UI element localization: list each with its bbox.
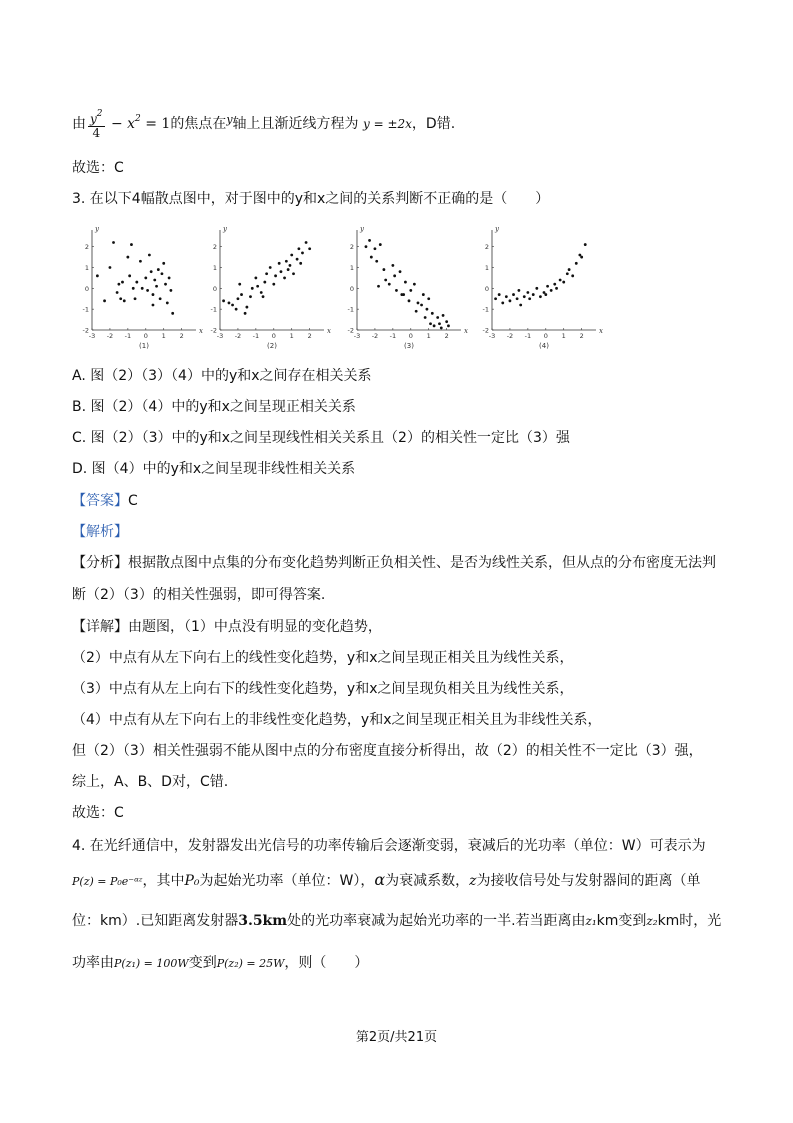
scatter-point [519, 304, 522, 307]
z-symbol: z [469, 873, 477, 889]
x-tick-label: -3 [216, 332, 224, 340]
fraction [88, 108, 105, 140]
scatter-point [262, 295, 265, 298]
y-tick-label: 2 [212, 243, 217, 252]
scatter-point [278, 262, 281, 265]
x-tick-label: -1 [252, 332, 260, 340]
scatter-point [123, 299, 126, 302]
x-axis-label: x [599, 327, 603, 335]
q4-text-4a: 功率由 [72, 955, 114, 971]
scatter-plot-3 [341, 222, 469, 352]
y-tick-label: -1 [347, 305, 354, 314]
q4-line-2 [72, 870, 701, 892]
scatter-point [296, 258, 299, 261]
distance-value: 3.5km [238, 913, 288, 929]
pz1-formula: P(z₁) = 100W [114, 957, 189, 970]
answer-prev: 故选：C [72, 160, 124, 176]
x-tick-label: -1 [389, 332, 397, 340]
scatter-point [251, 287, 254, 290]
scatter-point [299, 262, 302, 265]
y-tick-label: 0 [349, 284, 354, 293]
x-tick-label: -1 [124, 332, 132, 340]
scatter-point [494, 297, 497, 300]
scatter-point [379, 243, 382, 246]
y-tick-label: -1 [482, 305, 489, 314]
scatter-point [256, 285, 259, 288]
scatter-point [157, 268, 160, 271]
scatter-point [562, 281, 565, 284]
scatter-point [445, 320, 448, 323]
x-tick-label: -3 [353, 332, 361, 340]
scatter-point [283, 277, 286, 280]
q4-text-4b: 变到 [188, 955, 217, 971]
xiangjie-line-2: （2）中点有从左下向右上的线性变化趋势，y和x之间呈现正相关且为线性关系， [72, 650, 574, 666]
y-tick-label: -2 [482, 326, 489, 335]
alpha-symbol: α [374, 870, 386, 889]
scatter-point [135, 281, 138, 284]
scatter-point [384, 279, 387, 282]
fenxi-label: 【分析】 [72, 555, 128, 571]
fenxi-line-1 [72, 553, 716, 573]
y-axis-label: y [95, 225, 99, 233]
scatter-point [553, 283, 556, 286]
scatter-point [517, 289, 520, 292]
scatter-point [128, 274, 131, 277]
scatter-point [168, 277, 171, 280]
scatter-point [424, 316, 427, 319]
scatter-point [238, 283, 241, 286]
scatter-point [571, 274, 574, 277]
x-tick-label: 1 [289, 332, 294, 340]
q3-stem: 3. 在以下4幅散点图中，对于图中的y和x之间的关系判断不正确的是（ ） [72, 191, 550, 207]
option-c: C. 图（2）（3）中的y和x之间呈现线性相关关系且（2）的相关性一定比（3）强 [72, 430, 570, 446]
scatter-point [426, 308, 429, 311]
scatter-point [237, 297, 240, 300]
scatter-point [254, 277, 257, 280]
q4-text-2a: ，其中 [142, 873, 185, 889]
x-tick-label: 0 [543, 332, 548, 340]
scatter-point [96, 274, 99, 277]
y-axis-label: y [223, 225, 227, 233]
scatter-point [301, 252, 304, 255]
scatter-point [285, 260, 288, 263]
y-tick-label: 1 [484, 264, 489, 272]
scatter-point [436, 316, 439, 319]
text-mid: 的焦点在 [170, 116, 227, 132]
scatter-point [528, 297, 531, 300]
scatter-point [429, 322, 432, 325]
xiangjie-line-1 [72, 617, 382, 637]
scatter-point [126, 256, 129, 259]
scatter-point [447, 324, 450, 327]
scatter-point [568, 268, 571, 271]
scatter-point [249, 295, 252, 298]
y-tick-label: -2 [347, 326, 354, 335]
scatter-point [109, 266, 112, 269]
scatter-point [112, 241, 115, 244]
scatter-point [121, 281, 124, 284]
scatter-point [240, 293, 243, 296]
scatter-point [382, 268, 385, 271]
analysis-label: 【解析】 [72, 524, 128, 540]
y-axis-label: y [360, 225, 364, 233]
scatter-point [580, 256, 583, 259]
x-tick-label: -2 [106, 332, 114, 340]
scatter-point [146, 289, 149, 292]
q4-text-2b: 为起始光功率（单位：W）， [199, 873, 375, 889]
y-tick-label: -1 [82, 305, 89, 314]
scatter-point [222, 299, 225, 302]
scatter-point [103, 299, 106, 302]
option-d: D. 图（4）中的y和x之间呈现非线性相关关系 [72, 461, 356, 477]
x-tick-label: 1 [561, 332, 566, 340]
x-tick-label: -1 [524, 332, 532, 340]
x-axis-label: x [199, 327, 203, 335]
scatter-point [244, 312, 247, 315]
scatter-point [516, 297, 519, 300]
x-tick-label: -3 [488, 332, 496, 340]
scatter-point [442, 314, 445, 317]
scatter-point [422, 293, 425, 296]
scatter-point [141, 287, 144, 290]
scatter-point [231, 304, 234, 307]
scatter-point [245, 306, 248, 309]
scatter-point [415, 310, 418, 313]
scatter-point [117, 283, 120, 286]
x-tick-label: -2 [234, 332, 242, 340]
scatter-point [544, 293, 547, 296]
scatter-point [550, 289, 553, 292]
scatter-point [420, 304, 423, 307]
q4-text-3b: 处的光功率衰减为起始光功率的一半.若当距离由 [287, 913, 586, 929]
x-axis-label: x [464, 327, 468, 335]
scatter-point [169, 289, 172, 292]
minus-term: − x [106, 116, 136, 132]
scatter-point [409, 289, 412, 292]
scatter-point [505, 295, 508, 298]
frac-num-sup: 2 [96, 109, 103, 119]
scatter-point [116, 291, 119, 294]
q4-line-3 [72, 911, 721, 931]
line-hyperbola [72, 108, 455, 140]
y-var: y [226, 113, 233, 126]
y-tick-label: 1 [212, 264, 217, 272]
scatter-point [532, 293, 535, 296]
scatter-point [260, 291, 263, 294]
text-post: ，D错. [411, 116, 456, 132]
q4-line-1: 4. 在光纤通信中，发射器发出光信号的功率传输后会逐渐变弱，衰减后的光功率（单位：W）可表示为 [72, 838, 706, 854]
x-tick-label: -2 [371, 332, 379, 340]
p0-symbol: P₀ [184, 873, 200, 889]
scatter-plot-2 [204, 222, 332, 352]
scatter-point [584, 243, 587, 246]
minus-sup: 2 [135, 114, 141, 124]
y-tick-label: 0 [84, 284, 89, 293]
asymptote-formula: y = ±2x [363, 117, 412, 131]
x-axis-label: x [327, 327, 331, 335]
x-tick-label: 0 [143, 332, 148, 340]
q4-text-2d: 为接收信号处与发射器间的距离（单 [476, 873, 701, 889]
scatter-point [274, 274, 277, 277]
y-tick-label: 0 [212, 284, 217, 293]
scatter-point [539, 295, 542, 298]
answer-label: 【答案】 [72, 493, 128, 509]
scatter-point [438, 322, 441, 325]
scatter-point [375, 260, 378, 263]
y-tick-label: 1 [84, 264, 89, 272]
scatter-point [575, 262, 578, 265]
scatter-point [134, 297, 137, 300]
scatter-point [388, 283, 391, 286]
scatter-point [139, 260, 142, 263]
x-tick-label: 2 [579, 332, 584, 340]
scatter-point [566, 272, 569, 275]
scatter-point [399, 270, 402, 273]
scatter-point [289, 264, 292, 267]
scatter-point [297, 247, 300, 250]
frac-num: y [90, 112, 97, 126]
scatter-point [290, 254, 293, 257]
scatter-plot-4 [476, 222, 604, 352]
scatter-point [287, 268, 290, 271]
q4-text-3d: km时，光 [657, 913, 722, 929]
scatter-point [535, 287, 538, 290]
q4-line-4 [72, 953, 368, 974]
scatter-point [370, 256, 373, 259]
y-tick-label: 0 [484, 284, 489, 293]
x-tick-label: 2 [307, 332, 312, 340]
option-a: A. 图（2）（3）（4）中的y和x之间存在相关关系 [72, 368, 372, 384]
answer-value: C [128, 493, 138, 509]
xiangjie-line-4: （4）中点有从左下向右上的非线性变化趋势，y和x之间呈现正相关且为非线性关系， [72, 712, 602, 728]
page-footer: 第2页/共21页 [355, 1030, 438, 1045]
scatter-point [526, 291, 529, 294]
scatter-point [263, 281, 266, 284]
q4-text-3c: km变到 [596, 913, 647, 929]
scatter-point [265, 272, 268, 275]
equals-one: = 1 [140, 116, 171, 132]
scatter-point [164, 283, 167, 286]
scatter-point [308, 247, 311, 250]
y-tick-label: -2 [82, 326, 89, 335]
q4-text-4c: ，则（ ） [284, 955, 369, 971]
scatter-point [509, 299, 512, 302]
subplot-title: (1) [139, 342, 149, 350]
scatter-point [171, 312, 174, 315]
frac-den: 4 [92, 126, 101, 140]
scatter-point [132, 287, 135, 290]
scatter-point [427, 297, 430, 300]
scatter-point [501, 302, 504, 305]
power-formula: P(z) = P₀e⁻ᵅᶻ [72, 875, 143, 888]
scatter-point [159, 297, 162, 300]
scatter-point [144, 277, 147, 280]
scatter-point [228, 302, 231, 305]
option-b: B. 图（2）（4）中的y和x之间呈现正相关关系 [72, 399, 356, 415]
q4-text-3a: 位：km）.已知距离发射器 [72, 913, 239, 929]
z2-symbol: z₂ [646, 914, 658, 928]
scatter-point [305, 241, 308, 244]
scatter-plot-1 [76, 222, 204, 352]
xiangjie-line-5: 但（2）（3）相关性强弱不能从图中点的分布密度直接分析得出，故（2）的相关性不一定比（3）强， [72, 743, 703, 759]
x-tick-label: -3 [88, 332, 96, 340]
scatter-point [512, 293, 515, 296]
scatter-point [161, 272, 164, 275]
scatter-point [377, 285, 380, 288]
subplot-title: (3) [404, 342, 414, 350]
scatter-point [417, 302, 420, 305]
scatter-point [130, 243, 133, 246]
scatter-point [162, 262, 165, 265]
scatter-point [155, 285, 158, 288]
scatter-point [152, 293, 155, 296]
scatter-point [523, 295, 526, 298]
y-axis-label: y [495, 225, 499, 233]
scatter-point [395, 289, 398, 292]
x-tick-label: -2 [506, 332, 514, 340]
scatter-point [152, 304, 155, 307]
scatter-point [555, 287, 558, 290]
xiangjie-line-7: 故选：C [72, 805, 124, 821]
scatter-point [150, 270, 153, 273]
scatter-point [400, 293, 403, 296]
x-tick-label: 0 [408, 332, 413, 340]
scatter-point [431, 312, 434, 315]
z1-symbol: z₁ [585, 914, 597, 928]
y-tick-label: 2 [484, 243, 489, 252]
scatter-point [119, 297, 122, 300]
scatter-point [368, 239, 371, 242]
scatter-point [546, 285, 549, 288]
text-pre: 由 [72, 116, 86, 132]
subplot-title: (4) [539, 342, 549, 350]
text-mid2: 轴上且渐近线方程为 [232, 116, 359, 132]
scatter-point [413, 283, 416, 286]
scatter-point [365, 245, 368, 248]
scatter-point [153, 279, 156, 282]
xiangjie-line-3: （3）中点有从左上向右下的线性变化趋势，y和x之间呈现负相关且为线性关系， [72, 681, 574, 697]
scatter-point [269, 266, 272, 269]
xiangjie-label: 【详解】 [72, 619, 128, 635]
x-tick-label: 2 [444, 332, 449, 340]
scatter-point [408, 299, 411, 302]
scatter-point [148, 254, 151, 257]
y-tick-label: 1 [349, 264, 354, 272]
fenxi-line-2: 断（2）（3）的相关性强弱，即可得答案. [72, 587, 326, 603]
q4-text-2c: 为衰减系数， [385, 873, 470, 889]
y-tick-label: -1 [210, 305, 217, 314]
scatter-point [374, 247, 377, 250]
scatter-point [433, 324, 436, 327]
scatter-point [498, 293, 501, 296]
scatter-point [404, 281, 407, 284]
x-tick-label: 1 [426, 332, 431, 340]
fenxi-text-1: 根据散点图中点集的分布变化趋势判断正负相关性、是否为线性关系，但从点的分布密度无法判 [128, 555, 716, 571]
scatter-point [280, 270, 283, 273]
x-tick-label: 0 [271, 332, 276, 340]
scatter-point [393, 274, 396, 277]
xiangjie-line-6: 综上，A、B、D对，C错. [72, 774, 229, 790]
scatter-point [166, 302, 169, 305]
x-tick-label: 1 [161, 332, 166, 340]
scatter-point [391, 264, 394, 267]
y-tick-label: 2 [349, 243, 354, 252]
scatter-point [559, 279, 562, 282]
pz2-formula: P(z₂) = 25W [216, 957, 285, 970]
scatter-point [235, 308, 238, 311]
subplot-title: (2) [267, 342, 277, 350]
xiangjie-text-1: 由题图，（1）中点没有明显的变化趋势， [128, 619, 382, 635]
answer-row [72, 491, 138, 511]
x-tick-label: 2 [179, 332, 184, 340]
scatter-point [272, 283, 275, 286]
scatter-point [292, 272, 295, 275]
y-tick-label: -2 [210, 326, 217, 335]
y-tick-label: 2 [84, 243, 89, 252]
scatter-point [440, 327, 443, 330]
